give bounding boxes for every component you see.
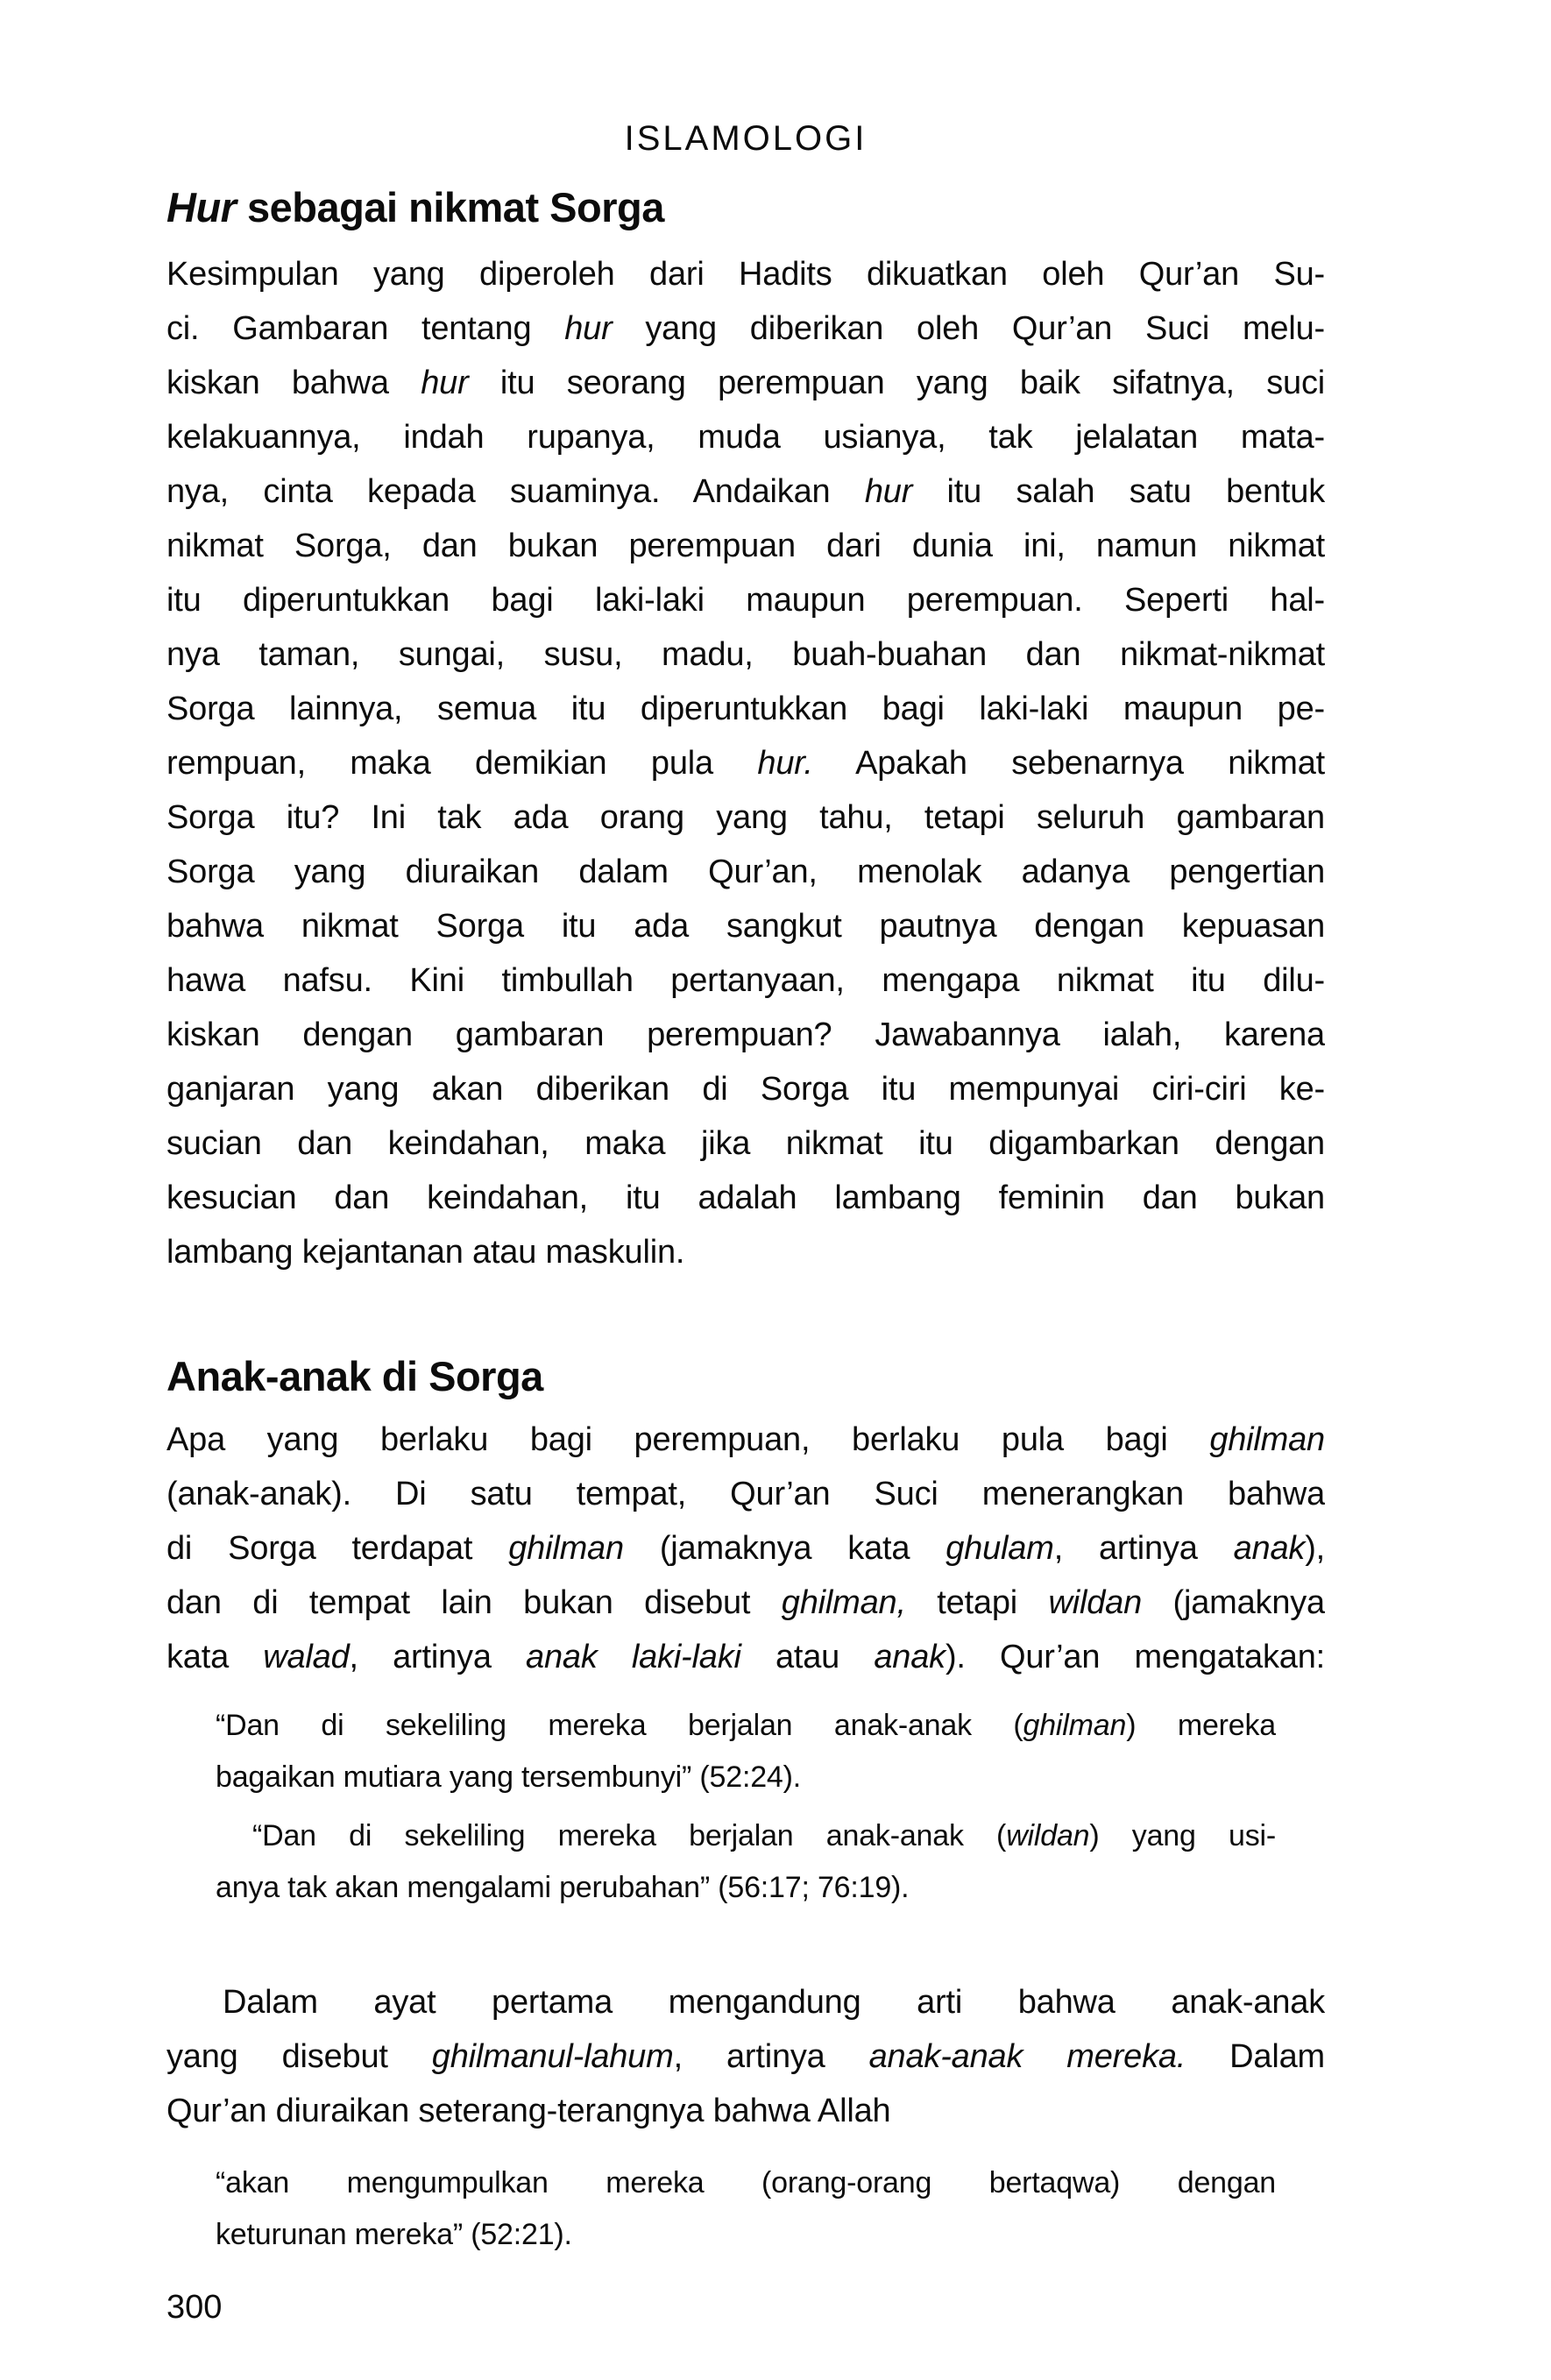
section-heading-anak-anak-di-sorga: Anak-anak di Sorga [166, 1353, 543, 1399]
text-line: kata walad, artinya anak laki-laki atau anak). Qur’an mengatakan: [166, 1639, 1325, 1675]
text-line: itu diperuntukkan bagi laki-laki maupun perempuan. Seperti hal- [166, 582, 1325, 619]
text-line: yang disebut ghilmanul-lahum, artinya anak-anak mereka. Dalam [166, 2038, 1325, 2075]
text-line: nya, cinta kepada suaminya. Andaikan hur itu salah satu bentuk [166, 473, 1325, 510]
page-number: 300 [166, 2289, 223, 2326]
text-line: Sorga lainnya, semua itu diperuntukkan bagi laki-laki maupun pe- [166, 691, 1325, 727]
text-line: “Dan di sekeliling mereka berjalan anak-anak (wildan) yang usi- [252, 1819, 1276, 1852]
paragraph-hur-description [166, 247, 1325, 1279]
text-line: Apa yang berlaku bagi perempuan, berlaku pula bagi ghilman [166, 1421, 1325, 1458]
text-line: Sorga yang diuraikan dalam Qur’an, menolak adanya pengertian [166, 854, 1325, 890]
text-line: bagaikan mutiara yang tersembunyi” (52:24). [216, 1760, 801, 1794]
text-line: lambang kejantanan atau maskulin. [166, 1234, 685, 1271]
quote-block-52-21 [216, 2157, 1276, 2261]
text-line: ganjaran yang akan diberikan di Sorga itu mempunyai ciri-ciri ke- [166, 1071, 1325, 1108]
text-line: nya taman, sungai, susu, madu, buah-buahan dan nikmat-nikmat [166, 636, 1325, 673]
text-line: ci. Gambaran tentang hur yang diberikan oleh Qur’an Suci melu- [166, 310, 1325, 347]
text-line: anya tak akan mengalami perubahan” (56:17; 76:19). [216, 1871, 910, 1904]
text-line: Sorga itu? Ini tak ada orang yang tahu, tetapi seluruh gambaran [166, 799, 1325, 836]
paragraph-dalam-ayat-pertama [166, 1975, 1325, 2138]
quote-block-56-17-76-19 [216, 1810, 1276, 1914]
quote-block-52-24 [216, 1700, 1276, 1803]
text-line: kelakuannya, indah rupanya, muda usianya, tak jelalatan mata- [166, 419, 1325, 456]
text-line: di Sorga terdapat ghilman (jamaknya kata ghulam, artinya anak), [166, 1530, 1325, 1567]
text-line: kiskan dengan gambaran perempuan? Jawabannya ialah, karena [166, 1016, 1325, 1053]
text-line: sucian dan keindahan, maka jika nikmat itu digambarkan dengan [166, 1125, 1325, 1162]
text-line: rempuan, maka demikian pula hur. Apakah sebenarnya nikmat [166, 745, 1325, 782]
text-line: dan di tempat lain bukan disebut ghilman, tetapi wildan (jamaknya [166, 1584, 1325, 1621]
text-line: “akan mengumpulkan mereka (orang-orang bertaqwa) dengan [216, 2166, 1276, 2199]
section-heading-hur-sebagai-nikmat-sorga: Hur sebagai nikmat Sorga [166, 184, 664, 230]
text-line: “Dan di sekeliling mereka berjalan anak-anak (ghilman) mereka [216, 1709, 1276, 1742]
text-line: keturunan mereka” (52:21). [216, 2218, 572, 2251]
text-line: nikmat Sorga, dan bukan perempuan dari dunia ini, namun nikmat [166, 528, 1325, 564]
text-line: kesucian dan keindahan, itu adalah lambang feminin dan bukan [166, 1179, 1325, 1216]
running-header: ISLAMOLOGI [624, 119, 868, 158]
text-line: Kesimpulan yang diperoleh dari Hadits dikuatkan oleh Qur’an Su- [166, 256, 1325, 293]
text-line: bahwa nikmat Sorga itu ada sangkut pautnya dengan kepuasan [166, 908, 1325, 945]
text-line: Qur’an diuraikan seterang-terangnya bahwa Allah [166, 2093, 891, 2129]
text-line: kiskan bahwa hur itu seorang perempuan yang baik sifatnya, suci [166, 365, 1325, 401]
text-line: (anak-anak). Di satu tempat, Qur’an Suci menerangkan bahwa [166, 1476, 1325, 1512]
text-line: hawa nafsu. Kini timbullah pertanyaan, mengapa nikmat itu dilu- [166, 962, 1325, 999]
paragraph-ghilman-intro [166, 1413, 1325, 1684]
text-line: Dalam ayat pertama mengandung arti bahwa anak-anak [223, 1984, 1325, 2021]
text-column [166, 0, 1325, 2327]
